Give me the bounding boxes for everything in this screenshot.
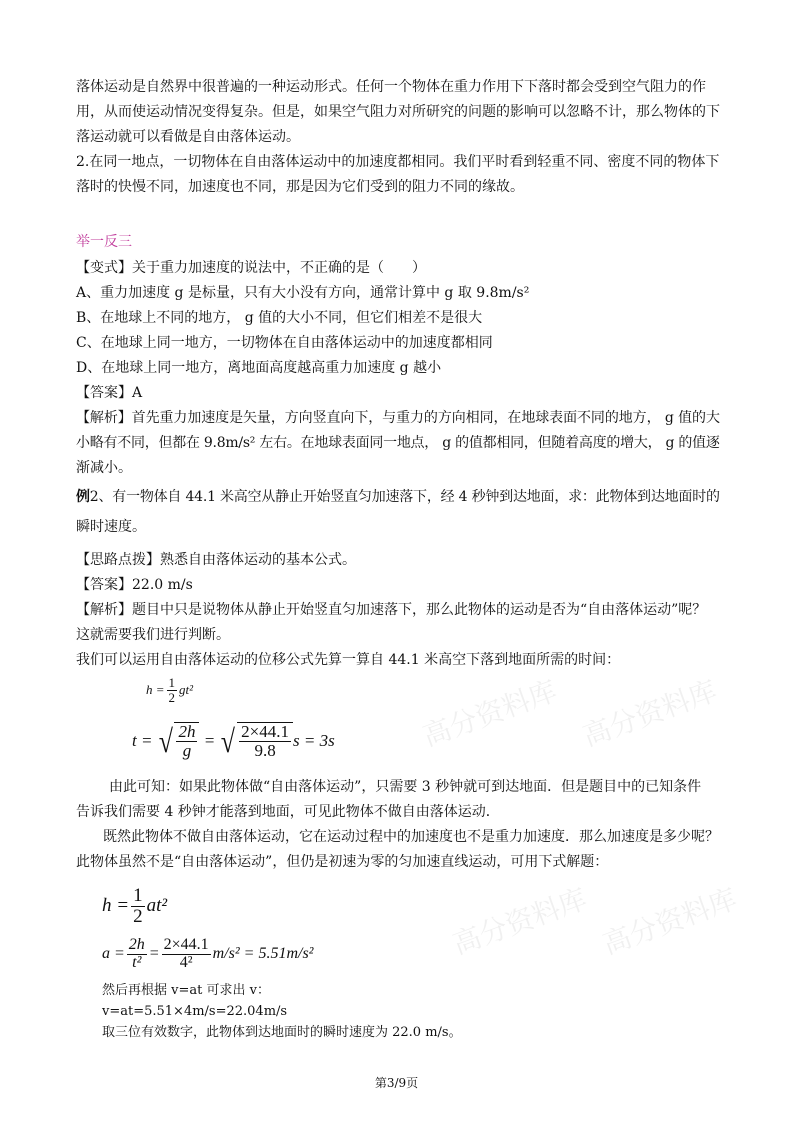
denominator: 2	[133, 905, 143, 927]
denominator: 9.8	[254, 740, 276, 760]
denominator: 4²	[179, 953, 193, 971]
denominator: g	[182, 740, 192, 760]
intro-line: 落运动就可以看做是自由落体运动。	[76, 129, 300, 145]
option-d: D、在地球上同一地方，离地面高度越高重力加速度 g 越小	[76, 360, 442, 376]
formula-lhs: h	[146, 682, 153, 698]
denominator: 2	[168, 689, 176, 705]
formula-tail: s = 3s	[293, 730, 335, 750]
variant-analysis-line: 【解析】首先重力加速度是矢量，方向竖直向下，与重力的方向相同，在地球表面不同的地方， g 值的大	[76, 410, 720, 426]
formula-h-gt2: h = $\frac{1}{2}$ gt²	[146, 675, 194, 705]
formula-lhs: h	[102, 895, 112, 917]
intro-line: 落时的快慢不同，加速度也不同，那是因为它们受到的阻力不同的缘故。	[76, 179, 524, 195]
variant-analysis-line: 小略有不同，但都在 9.8m/s² 左右。在地球表面同一地点， g 的值都相同，但随着高度的增大， g 的值逐	[76, 435, 720, 451]
denominator: t²	[132, 953, 142, 971]
example2-question	[76, 488, 720, 506]
watermark: 高分资料库	[598, 882, 742, 961]
para1-line: 由此可知：如果此物体做“自由落体运动”，只需要 3 秒钟就可到达地面．但是题目中的已知条件	[109, 779, 702, 795]
sqrt: √ $\frac{2h}{g}$	[157, 722, 200, 760]
example2-question-text: 2、有一物体自 44.1 米高空从静止开始竖直匀加速落下，经 4 秒钟到达地面，求：此物体到达地面时的	[89, 489, 720, 505]
option-a: A、重力加速度 g 是标量，只有大小没有方向，通常计算中 g 取 9.8m/s²	[76, 285, 530, 301]
formula-t: t = √ $\frac{2h}{g}$ = √ $\frac{2\times 44.1}{9.8}$ s = 3s	[132, 722, 335, 760]
watermark: 高分资料库	[578, 674, 722, 753]
numerator: 2×44.1	[163, 936, 209, 953]
page-number: 第3/9页	[374, 1076, 419, 1090]
intro-line: 2.在同一地点，一切物体在自由落体运动中的加速度都相同。我们平时看到轻重不同、密度不同的物体下	[76, 154, 720, 170]
numerator: 1	[168, 675, 176, 690]
fraction	[167, 676, 178, 704]
option-c: C、在地球上同一地方，一切物体在自由落体运动中的加速度都相同	[76, 335, 493, 351]
formula-lhs: a	[102, 945, 110, 963]
para1-line: 告诉我们需要 4 秒钟才能落到地面，可见此物体不做自由落体运动．	[76, 804, 500, 820]
numerator: 1	[133, 885, 143, 906]
example2-analysis-line: 我们可以运用自由落体运动的位移公式先算一算自 44.1 米高空下落到地面所需的时间：	[76, 652, 621, 668]
variant-analysis-line: 渐减小。	[76, 460, 132, 476]
intro-line: 落体运动是自然界中很普遍的一种运动形式。任何一个物体在重力作用下下落时都会受到空气阻力的作	[76, 79, 706, 95]
para2-line: 此物体虽然不是“自由落体运动”，但仍是初速为零的匀加速直线运动，可用下式解题：	[76, 854, 609, 870]
formula-a: a = $\frac{2h}{\text{t²}}$ = $\frac{2\times 44.1}{\text{4²}}$ m/s² = 5.51m/s²	[102, 936, 314, 971]
formula-h-at2: h = $\frac{1}{2}$ at²	[102, 885, 168, 927]
example2-question-line: 瞬时速度。	[76, 519, 146, 535]
watermark: 高分资料库	[448, 882, 592, 961]
numerator: 2h	[178, 722, 196, 741]
example2-analysis-line: 这就需要我们进行判断。	[76, 627, 230, 643]
step-line: 取三位有效数字，此物体到达地面时的瞬时速度为 22.0 m/s。	[102, 1025, 462, 1040]
fraction	[131, 886, 145, 927]
fraction	[127, 937, 147, 972]
formula-lhs: t	[132, 730, 137, 750]
step-line: 然后再根据 v=at 可求出 v：	[102, 983, 270, 998]
watermark: 高分资料库	[418, 674, 562, 753]
sqrt: √ $\frac{2\times 44.1}{9.8}$	[219, 722, 293, 760]
example-label: 例	[76, 489, 90, 505]
formula-rhs: gt²	[179, 682, 194, 698]
intro-line: 用，从而使运动情况变得复杂。但是，如果空气阻力对所研究的问题的影响可以忽略不计，那么物体的下	[76, 104, 720, 120]
formula-rhs: at²	[146, 895, 168, 917]
numerator: 2×44.1	[241, 722, 290, 741]
option-b: B、在地球上不同的地方， g 值的大小不同，但它们相差不是很大	[76, 310, 483, 326]
variant-question: 【变式】关于重力加速度的说法中，不正确的是（ ）	[76, 260, 426, 276]
numerator: 2h	[128, 936, 145, 953]
step-line: v=at=5.51×4m/s=22.04m/s	[102, 1004, 288, 1019]
fraction	[162, 937, 211, 972]
section-title: 举一反三	[76, 234, 132, 250]
example2-answer: 【答案】22.0 m/s	[76, 577, 193, 593]
variant-answer: 【答案】A	[76, 385, 143, 401]
formula-tail: m/s² = 5.51m/s²	[212, 945, 314, 963]
example2-analysis-line: 【解析】题目中只是说物体从静止开始竖直匀加速落下，那么此物体的运动是否为“自由落体运动”呢？	[76, 602, 707, 618]
para2-line: 既然此物体不做自由落体运动，它在运动过程中的加速度也不是重力加速度．那么加速度是多少呢？	[103, 829, 719, 845]
example2-hint: 【思路点拨】熟悉自由落体运动的基本公式。	[76, 552, 356, 568]
